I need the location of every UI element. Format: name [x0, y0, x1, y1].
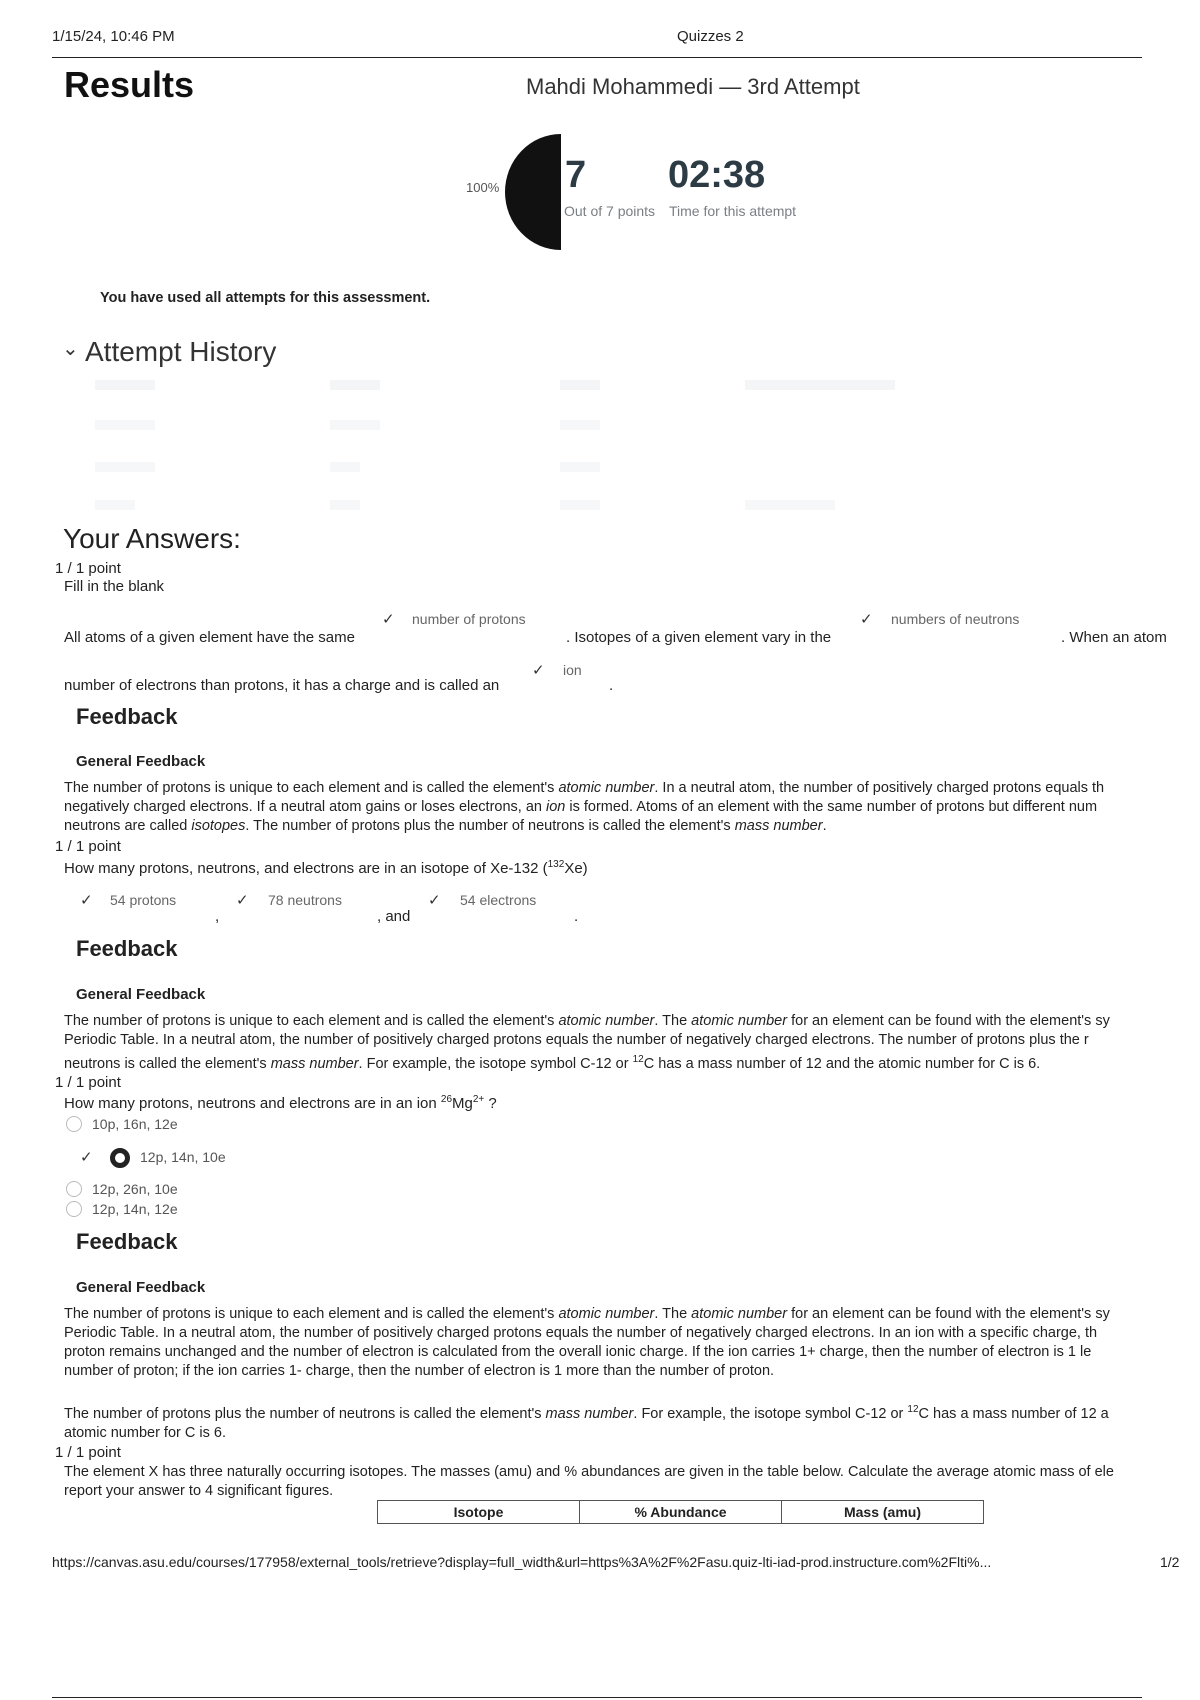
q1-blank2-answer: numbers of neutrons [891, 611, 1020, 627]
student-attempt-title: Mahdi Mohammedi — 3rd Attempt [526, 74, 860, 99]
q3-option-2-label: 12p, 14n, 10e [140, 1149, 226, 1165]
q1-general-feedback-heading: General Feedback [76, 753, 206, 770]
check-icon: ✓ [236, 892, 249, 909]
q2-general-feedback-heading: General Feedback [76, 986, 206, 1003]
check-icon: ✓ [80, 1149, 93, 1166]
q2-sep2: , and [377, 908, 411, 925]
check-icon: ✓ [382, 611, 395, 628]
q2-blank1-answer: 54 protons [110, 892, 177, 908]
q3-option-2-radio-selected[interactable] [110, 1148, 130, 1168]
q1-feedback-heading: Feedback [76, 704, 178, 729]
q1-text-part5: . [609, 677, 614, 694]
attempts-notice: You have used all attempts for this assessment. [100, 290, 431, 306]
q2-blank2-answer: 78 neutrons [268, 892, 342, 908]
q1-blank1-answer: number of protons [412, 611, 526, 627]
q4-points: 1 / 1 point [55, 1444, 121, 1461]
chevron-down-icon: ⌄ [62, 338, 79, 360]
print-footer-url: https://canvas.asu.edu/courses/177958/external_tools/retrieve?display=full_width&url=https%3A%2F%2Fasu.quiz-lti-iad-prod.instructure.com%2Flti%... [52, 1554, 992, 1570]
attempt-history-heading: Attempt History [85, 336, 277, 367]
check-icon: ✓ [860, 611, 873, 628]
isotope-table [377, 1500, 984, 1524]
print-datetime: 1/15/24, 10:46 PM [52, 28, 175, 45]
q1-feedback-text: The number of protons is unique to each element and is called the element's atomic number. In a neutral atom, the number of positively charged protons equals th negatively charged electrons. If a neutral atom gains or loses electrons, an ion is formed. Atoms of an element with the same number of protons but different num neutrons are called isotopes. The number of protons plus the number of neutrons is called the element's mass number. [64, 780, 1105, 834]
check-icon: ✓ [428, 892, 441, 909]
q1-text-part1: All atoms of a given element have the same [64, 629, 355, 646]
check-icon: ✓ [532, 662, 545, 679]
print-page-title: Quizzes 2 [677, 28, 744, 45]
time-caption: Time for this attempt [669, 203, 797, 219]
score-value: 7 [565, 154, 587, 196]
q3-general-feedback-heading: General Feedback [76, 1279, 206, 1296]
q1-text-part3: . When an atom [1061, 629, 1167, 646]
score-half-circle [505, 134, 561, 250]
q3-option-4-label: 12p, 14n, 12e [92, 1201, 178, 1217]
header-rule [52, 57, 1142, 58]
q1-text-part4: number of electrons than protons, it has a charge and is called an [64, 677, 500, 694]
q3-option-1-radio[interactable] [66, 1116, 82, 1132]
q2-feedback-heading: Feedback [76, 936, 178, 961]
q3-option-3-radio[interactable] [66, 1181, 82, 1197]
bottom-rule [52, 1697, 1142, 1698]
q1-blank3-answer: ion [563, 662, 582, 678]
q2-sep1: , [215, 908, 220, 925]
q2-sep3: . [574, 908, 579, 925]
results-heading: Results [64, 64, 195, 105]
q2-blank3-answer: 54 electrons [460, 892, 537, 908]
percent-label: 100% [466, 180, 500, 195]
q4-question: The element X has three naturally occurring isotopes. The masses (amu) and % abundances are given in the table below. Calculate the average atomic mass of ele report your answer to 4 significant figures. [64, 1464, 1114, 1499]
check-icon: ✓ [80, 892, 93, 909]
q2-feedback-text: The number of protons is unique to each element and is called the element's atomic number. The atomic number for an element can be found with the element's sy Periodic Table. In a neutral atom, the number of positively charged protons equals the number of negatively charged electrons. The number of protons plus the r neutrons is called the element's mass number. For example, the isotope symbol C-12 or $^{12}$C has a mass number of 12 and the atomic number for C is 6. [64, 1013, 1110, 1072]
q1-text-part2: . Isotopes of a given element vary in the [566, 629, 832, 646]
attempt-history-toggle[interactable] [62, 336, 276, 368]
time-value: 02:38 [668, 154, 766, 196]
q3-question: How many protons, neutrons and electrons are in an ion $^{26}Mg^{2+}$ ? [64, 1094, 497, 1112]
your-answers-heading: Your Answers: [63, 523, 241, 554]
abundance-col-header: % Abundance [580, 1501, 782, 1524]
q3-option-3-label: 12p, 26n, 10e [92, 1181, 178, 1197]
q3-option-1-label: 10p, 16n, 12e [92, 1116, 178, 1132]
q2-question: How many protons, neutrons, and electrons are in an isotope of Xe-132 ($^{132}$Xe) [64, 859, 588, 877]
q2-points: 1 / 1 point [55, 838, 121, 855]
mass-col-header: Mass (amu) [782, 1501, 984, 1524]
score-caption: Out of 7 points [564, 203, 656, 219]
q3-feedback-heading: Feedback [76, 1229, 178, 1254]
q3-option-4-radio[interactable] [66, 1201, 82, 1217]
isotope-col-header: Isotope [378, 1501, 580, 1524]
q3-points: 1 / 1 point [55, 1074, 121, 1091]
q1-points: 1 / 1 point [55, 560, 121, 577]
q3-feedback-text: The number of protons is unique to each element and is called the element's atomic number. The atomic number for an element can be found with the element's sy Periodic Table. In a neutral atom, the number of positively charged protons equals the number of negatively charged electrons. In an ion with a specific charge, th proton remains unchanged and the number of electron is calculated from the overall ionic charge. If the ion carries 1+ charge, then the number of electron is 1 le number of proton; if the ion carries 1- charge, then the number of electron is 1 more than the number of proton. The number of protons plus the number of neutrons is called the element's mass number. For example, the isotope symbol C-12 or $^{12}$C has a mass number of 12 a atomic number for C is 6. [64, 1306, 1110, 1441]
print-page-number: 1/2 [1160, 1554, 1180, 1570]
q1-type: Fill in the blank [64, 578, 165, 595]
